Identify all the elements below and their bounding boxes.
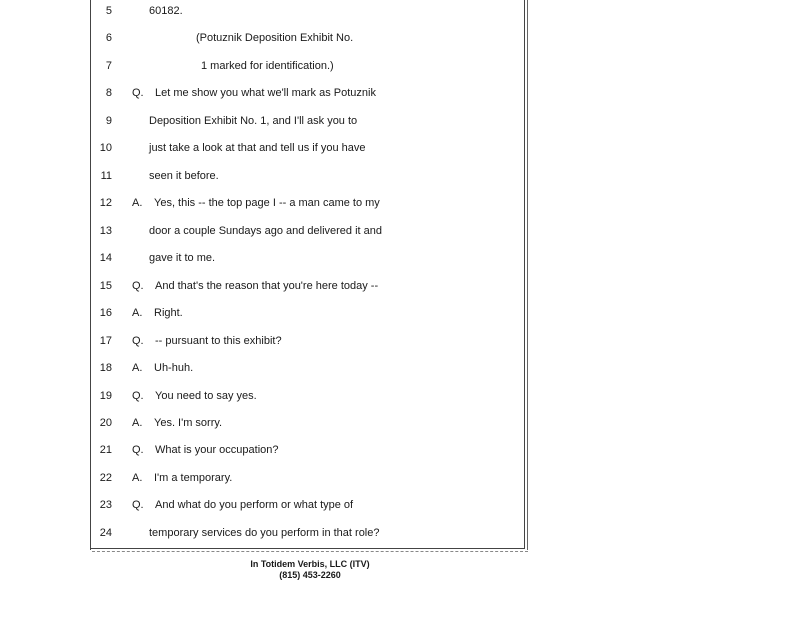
line-number: 10 [99, 142, 112, 154]
line-number: 9 [105, 115, 112, 127]
line-text: just take a look at that and tell us if you have [149, 142, 366, 154]
speaker-label: A. [132, 472, 143, 484]
speaker-label: A. [132, 197, 143, 209]
line-number: 23 [99, 499, 112, 511]
line-text: 60182. [149, 5, 183, 17]
speaker-label: A. [132, 362, 143, 374]
page-border-right [524, 0, 525, 548]
line-number: 11 [100, 170, 112, 182]
line-text: gave it to me. [149, 252, 216, 264]
line-number: 5 [105, 5, 112, 17]
line-text: I'm a temporary. [154, 472, 233, 484]
line-text: And that's the reason that you're here today -- [155, 280, 379, 292]
line-text: -- pursuant to this exhibit? [155, 335, 282, 347]
line-number: 16 [99, 307, 112, 319]
page-border-right-shadow [527, 0, 528, 550]
footer-company: In Totidem Verbis, LLC (ITV) [250, 559, 370, 569]
line-number: 19 [99, 390, 112, 402]
speaker-label: A. [132, 417, 143, 429]
speaker-label: A. [132, 307, 143, 319]
page-border-bottom [90, 548, 525, 549]
speaker-label: Q. [132, 390, 144, 402]
line-number: 12 [99, 197, 112, 209]
line-text: What is your occupation? [155, 444, 279, 456]
line-text: 1 marked for identification.) [201, 60, 334, 72]
line-text: (Potuznik Deposition Exhibit No. [196, 32, 354, 44]
line-text: seen it before. [149, 170, 219, 182]
line-number: 24 [99, 527, 112, 539]
page-border-left [90, 0, 91, 550]
line-number: 13 [99, 225, 112, 237]
page-border-bottom-shadow [92, 551, 528, 552]
footer-phone: (815) 453-2260 [279, 570, 341, 580]
speaker-label: Q. [132, 87, 144, 99]
line-number: 8 [105, 87, 112, 99]
line-number: 15 [99, 280, 112, 292]
line-number: 14 [99, 252, 112, 264]
line-number: 7 [105, 60, 112, 72]
line-number: 21 [99, 444, 112, 456]
line-text: door a couple Sundays ago and delivered it and [149, 225, 383, 237]
line-number: 18 [99, 362, 112, 374]
line-text: Let me show you what we'll mark as Potuznik [155, 87, 376, 99]
line-text: Deposition Exhibit No. 1, and I'll ask you to [149, 115, 358, 127]
line-text: Uh-huh. [154, 362, 194, 374]
line-text: Right. [154, 307, 183, 319]
line-number: 6 [105, 32, 112, 44]
speaker-label: Q. [132, 335, 144, 347]
line-number: 17 [99, 335, 112, 347]
line-text: Yes. I'm sorry. [154, 417, 223, 429]
speaker-label: Q. [132, 280, 144, 292]
line-text: You need to say yes. [155, 390, 257, 402]
line-text: And what do you perform or what type of [155, 499, 354, 511]
speaker-label: Q. [132, 444, 144, 456]
line-number: 22 [99, 472, 112, 484]
line-text: temporary services do you perform in that role? [149, 527, 380, 539]
line-text: Yes, this -- the top page I -- a man came to my [154, 197, 380, 209]
line-number: 20 [99, 417, 112, 429]
speaker-label: Q. [132, 499, 144, 511]
